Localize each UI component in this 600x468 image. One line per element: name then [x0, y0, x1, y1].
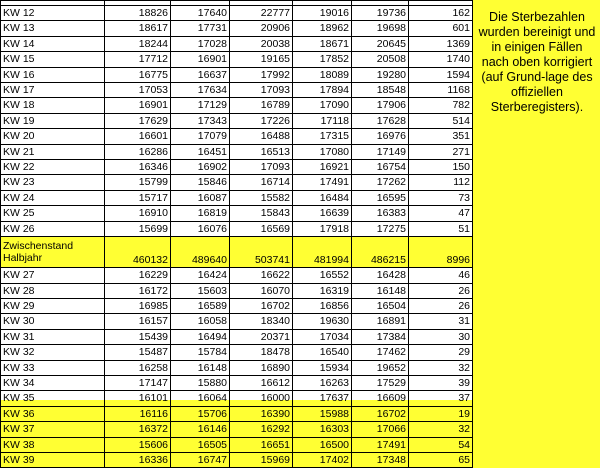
value-cell: 20038 [230, 36, 293, 51]
table-row [1, 452, 473, 467]
week-label-cell: KW 33 [1, 360, 105, 375]
value-cell: 19698 [352, 21, 409, 36]
value-cell: 17118 [293, 113, 352, 128]
value-cell: 16428 [352, 268, 409, 283]
value-cell: 19165 [230, 52, 293, 67]
value-cell: 16172 [105, 283, 171, 298]
value-cell: 351 [409, 129, 473, 144]
table-row [1, 206, 473, 221]
value-cell: 16336 [105, 452, 171, 467]
value-cell: 19 [409, 406, 473, 421]
value-cell: 15487 [105, 345, 171, 360]
value-cell: 18244 [105, 36, 171, 51]
table-row [1, 221, 473, 236]
value-cell: 16589 [171, 298, 230, 313]
value-cell: 16505 [171, 437, 230, 452]
value-cell: 16076 [171, 221, 230, 236]
value-cell: 16789 [230, 98, 293, 113]
value-cell: 17712 [105, 52, 171, 67]
table-row [1, 36, 473, 51]
value-cell: 15988 [293, 406, 352, 421]
value-cell: 17093 [230, 160, 293, 175]
value-cell: 15706 [171, 406, 230, 421]
value-cell: 17262 [352, 175, 409, 190]
value-cell: 32 [409, 422, 473, 437]
value-cell: 26 [409, 283, 473, 298]
value-cell: 17491 [293, 175, 352, 190]
week-label-cell: KW 29 [1, 298, 105, 313]
value-cell: 16451 [171, 144, 230, 159]
table-row [1, 144, 473, 159]
table-row [1, 298, 473, 313]
week-label-cell: KW 24 [1, 190, 105, 205]
value-cell: 16601 [105, 129, 171, 144]
value-cell: 16569 [230, 221, 293, 236]
value-cell: 16087 [171, 190, 230, 205]
value-cell: 16901 [171, 52, 230, 67]
week-label-cell: KW 35 [1, 391, 105, 406]
value-cell: 17090 [293, 98, 352, 113]
value-cell: 16976 [352, 129, 409, 144]
value-cell: 1168 [409, 83, 473, 98]
week-label-cell: KW 34 [1, 375, 105, 390]
value-cell: 20508 [352, 52, 409, 67]
value-cell: 15880 [171, 375, 230, 390]
value-cell: 17629 [105, 113, 171, 128]
value-cell: 460132 [105, 237, 171, 268]
week-label-cell: KW 21 [1, 144, 105, 159]
table-row [1, 268, 473, 283]
value-cell: 46 [409, 268, 473, 283]
value-cell: 150 [409, 160, 473, 175]
week-label-cell: KW 36 [1, 406, 105, 421]
value-cell: 15799 [105, 175, 171, 190]
value-cell: 19736 [352, 6, 409, 21]
value-cell: 16637 [171, 67, 230, 82]
value-cell: 16921 [293, 160, 352, 175]
value-cell: 1594 [409, 67, 473, 82]
value-cell: 73 [409, 190, 473, 205]
value-cell: 17079 [171, 129, 230, 144]
week-label-cell: KW 28 [1, 283, 105, 298]
value-cell: 16488 [230, 129, 293, 144]
value-cell: 15717 [105, 190, 171, 205]
value-cell: 16504 [352, 298, 409, 313]
table-row [1, 175, 473, 190]
table-row [1, 422, 473, 437]
week-label-cell: KW 12 [1, 6, 105, 21]
value-cell: 782 [409, 98, 473, 113]
table-row [1, 21, 473, 36]
value-cell: 271 [409, 144, 473, 159]
value-cell: 16595 [352, 190, 409, 205]
value-cell: 16484 [293, 190, 352, 205]
value-cell: 16702 [352, 406, 409, 421]
value-cell: 1740 [409, 52, 473, 67]
table-row [1, 6, 473, 21]
value-cell: 20645 [352, 36, 409, 51]
value-cell: 16064 [171, 391, 230, 406]
table-row [1, 314, 473, 329]
value-cell: 17275 [352, 221, 409, 236]
value-cell: 16148 [352, 283, 409, 298]
value-cell: 39 [409, 375, 473, 390]
value-cell: 16651 [230, 437, 293, 452]
value-cell: 17491 [352, 437, 409, 452]
correction-note: Die Sterbezahlen wurden bereinigt und in einigen Fällen nach oben korrigiert (auf Grund-lage des offiziellen Sterberegisters). [478, 10, 596, 114]
value-cell: 16890 [230, 360, 293, 375]
value-cell: 16424 [171, 268, 230, 283]
value-cell: 18089 [293, 67, 352, 82]
value-cell: 112 [409, 175, 473, 190]
value-cell: 17992 [230, 67, 293, 82]
table-row [1, 190, 473, 205]
value-cell: 17894 [293, 83, 352, 98]
value-cell: 17315 [293, 129, 352, 144]
value-cell: 16146 [171, 422, 230, 437]
value-cell: 15606 [105, 437, 171, 452]
value-cell: 514 [409, 113, 473, 128]
value-cell: 16390 [230, 406, 293, 421]
value-cell: 16754 [352, 160, 409, 175]
value-cell: 18671 [293, 36, 352, 51]
value-cell: 17529 [352, 375, 409, 390]
value-cell: 16609 [352, 391, 409, 406]
value-cell: 16775 [105, 67, 171, 82]
week-label-cell: KW 38 [1, 437, 105, 452]
value-cell: 47 [409, 206, 473, 221]
week-label-cell: KW 18 [1, 98, 105, 113]
week-label-cell: KW 22 [1, 160, 105, 175]
table-row [1, 437, 473, 452]
value-cell: 16286 [105, 144, 171, 159]
value-cell: 16856 [293, 298, 352, 313]
value-cell: 16058 [171, 314, 230, 329]
value-cell: 18826 [105, 6, 171, 21]
table-row [1, 98, 473, 113]
week-label-cell: KW 14 [1, 36, 105, 51]
value-cell: 17028 [171, 36, 230, 51]
value-cell: 17402 [293, 452, 352, 467]
value-cell: 16513 [230, 144, 293, 159]
value-cell: 15934 [293, 360, 352, 375]
value-cell: 17093 [230, 83, 293, 98]
value-cell: 18548 [352, 83, 409, 98]
value-cell: 20371 [230, 329, 293, 344]
value-cell: 32 [409, 360, 473, 375]
value-cell: 19630 [293, 314, 352, 329]
value-cell: 16901 [105, 98, 171, 113]
value-cell: 30 [409, 329, 473, 344]
week-label-cell: KW 30 [1, 314, 105, 329]
value-cell: 18340 [230, 314, 293, 329]
value-cell: 17628 [352, 113, 409, 128]
value-cell: 17918 [293, 221, 352, 236]
value-cell: 16229 [105, 268, 171, 283]
week-label-cell: KW 20 [1, 129, 105, 144]
value-cell: 15846 [171, 175, 230, 190]
week-label-cell: KW 37 [1, 422, 105, 437]
value-cell: 16612 [230, 375, 293, 390]
value-cell: 486215 [352, 237, 409, 268]
table-row [1, 375, 473, 390]
value-cell: 16552 [293, 268, 352, 283]
table-row [1, 329, 473, 344]
value-cell: 16985 [105, 298, 171, 313]
value-cell: 16157 [105, 314, 171, 329]
value-cell: 15582 [230, 190, 293, 205]
value-cell: 15439 [105, 329, 171, 344]
table-row [1, 283, 473, 298]
value-cell: 8996 [409, 237, 473, 268]
value-cell: 16303 [293, 422, 352, 437]
week-label-cell: KW 25 [1, 206, 105, 221]
week-label-cell: KW 15 [1, 52, 105, 67]
week-label-cell: KW 19 [1, 113, 105, 128]
value-cell: 16747 [171, 452, 230, 467]
week-label-cell: KW 31 [1, 329, 105, 344]
table-row [1, 406, 473, 421]
week-label-cell: Zwischenstand Halbjahr [1, 237, 105, 268]
value-cell: 17906 [352, 98, 409, 113]
value-cell: 16714 [230, 175, 293, 190]
value-cell: 65 [409, 452, 473, 467]
table-row [1, 67, 473, 82]
value-cell: 17640 [171, 6, 230, 21]
value-cell: 19652 [352, 360, 409, 375]
table-row [1, 129, 473, 144]
value-cell: 51 [409, 221, 473, 236]
value-cell: 16910 [105, 206, 171, 221]
value-cell: 15784 [171, 345, 230, 360]
value-cell: 54 [409, 437, 473, 452]
week-label-cell: KW 39 [1, 452, 105, 467]
table-row [1, 360, 473, 375]
value-cell: 481994 [293, 237, 352, 268]
week-label-cell: KW 17 [1, 83, 105, 98]
value-cell: 17462 [352, 345, 409, 360]
value-cell: 16319 [293, 283, 352, 298]
value-cell: 1369 [409, 36, 473, 51]
value-cell: 20906 [230, 21, 293, 36]
value-cell: 162 [409, 6, 473, 21]
value-cell: 15969 [230, 452, 293, 467]
value-cell: 16263 [293, 375, 352, 390]
value-cell: 601 [409, 21, 473, 36]
table-row [1, 52, 473, 67]
value-cell: 26 [409, 298, 473, 313]
value-cell: 17066 [352, 422, 409, 437]
value-cell: 16622 [230, 268, 293, 283]
value-cell: 17852 [293, 52, 352, 67]
value-cell: 16383 [352, 206, 409, 221]
week-label-cell: KW 16 [1, 67, 105, 82]
value-cell: 16000 [230, 391, 293, 406]
value-cell: 17637 [293, 391, 352, 406]
value-cell: 16070 [230, 283, 293, 298]
value-cell: 17034 [293, 329, 352, 344]
value-cell: 37 [409, 391, 473, 406]
value-cell: 16891 [352, 314, 409, 329]
table-row [1, 345, 473, 360]
table-row [1, 391, 473, 406]
value-cell: 16902 [171, 160, 230, 175]
value-cell: 16702 [230, 298, 293, 313]
value-cell: 29 [409, 345, 473, 360]
value-cell: 31 [409, 314, 473, 329]
value-cell: 16101 [105, 391, 171, 406]
value-cell: 16494 [171, 329, 230, 344]
value-cell: 503741 [230, 237, 293, 268]
subtotal-row [1, 237, 473, 268]
value-cell: 489640 [171, 237, 230, 268]
value-cell: 18617 [105, 21, 171, 36]
value-cell: 22777 [230, 6, 293, 21]
value-cell: 17384 [352, 329, 409, 344]
value-cell: 17731 [171, 21, 230, 36]
value-cell: 18478 [230, 345, 293, 360]
value-cell: 15843 [230, 206, 293, 221]
table-row [1, 160, 473, 175]
value-cell: 16116 [105, 406, 171, 421]
value-cell: 16346 [105, 160, 171, 175]
value-cell: 17343 [171, 113, 230, 128]
value-cell: 15603 [171, 283, 230, 298]
table-row [1, 83, 473, 98]
table-row [1, 113, 473, 128]
value-cell: 16258 [105, 360, 171, 375]
value-cell: 15699 [105, 221, 171, 236]
value-cell: 17348 [352, 452, 409, 467]
value-cell: 16148 [171, 360, 230, 375]
value-cell: 17634 [171, 83, 230, 98]
value-cell: 16639 [293, 206, 352, 221]
value-cell: 16819 [171, 206, 230, 221]
value-cell: 16372 [105, 422, 171, 437]
value-cell: 17080 [293, 144, 352, 159]
week-label-cell: KW 26 [1, 221, 105, 236]
value-cell: 19016 [293, 6, 352, 21]
value-cell: 16540 [293, 345, 352, 360]
value-cell: 17226 [230, 113, 293, 128]
week-label-cell: KW 32 [1, 345, 105, 360]
week-label-cell: KW 27 [1, 268, 105, 283]
value-cell: 17129 [171, 98, 230, 113]
value-cell: 18962 [293, 21, 352, 36]
value-cell: 19280 [352, 67, 409, 82]
week-label-cell: KW 23 [1, 175, 105, 190]
value-cell: 16500 [293, 437, 352, 452]
value-cell: 16292 [230, 422, 293, 437]
value-cell: 17149 [352, 144, 409, 159]
value-cell: 17053 [105, 83, 171, 98]
week-label-cell: KW 13 [1, 21, 105, 36]
table-body [1, 1, 473, 468]
value-cell: 17147 [105, 375, 171, 390]
